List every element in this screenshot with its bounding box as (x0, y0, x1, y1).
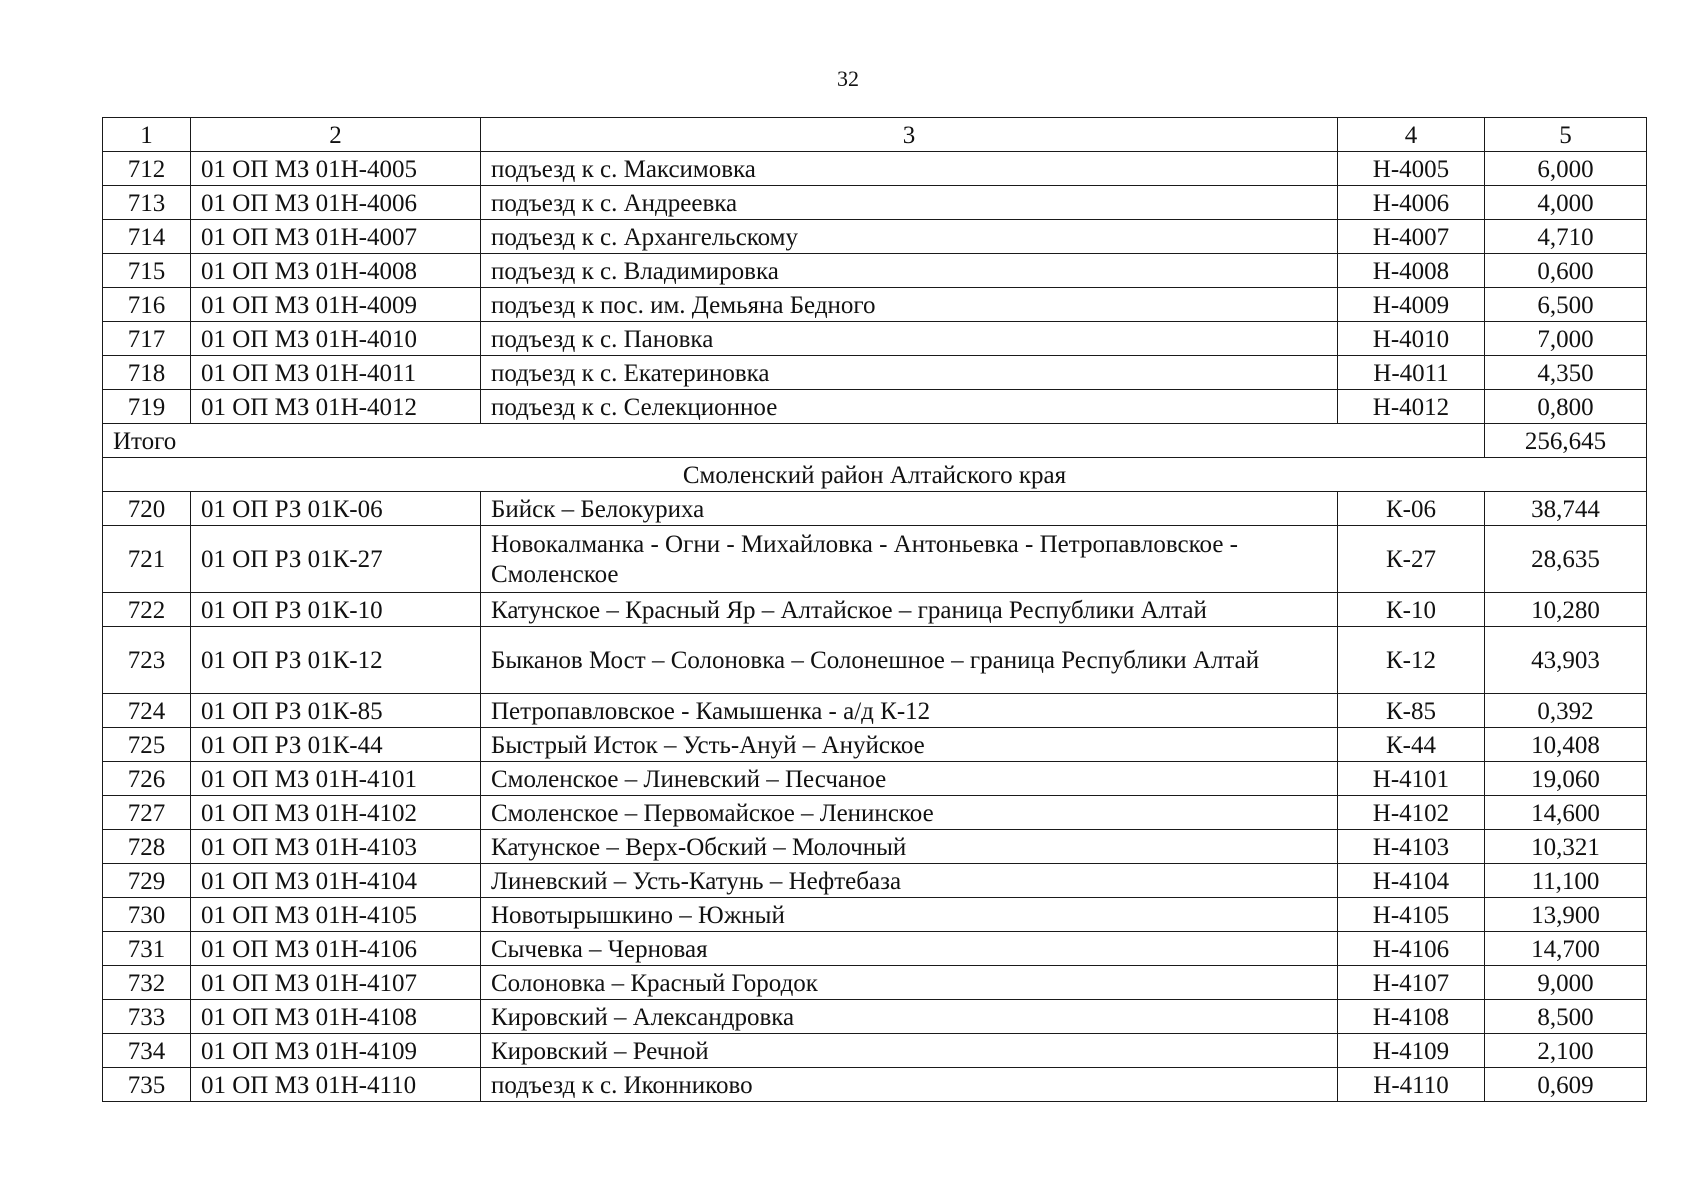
table-row (103, 830, 1647, 864)
road-length: 19,060 (1485, 762, 1647, 796)
road-id: 01 ОП МЗ 01Н-4107 (191, 966, 481, 1000)
road-id: 01 ОП РЗ 01К-85 (191, 694, 481, 728)
road-id: 01 ОП МЗ 01Н-4101 (191, 762, 481, 796)
road-length: 6,500 (1485, 288, 1647, 322)
road-id: 01 ОП МЗ 01Н-4005 (191, 152, 481, 186)
road-id: 01 ОП МЗ 01Н-4103 (191, 830, 481, 864)
road-id: 01 ОП МЗ 01Н-4008 (191, 254, 481, 288)
road-id: 01 ОП МЗ 01Н-4106 (191, 932, 481, 966)
road-length: 38,744 (1485, 492, 1647, 526)
road-code: Н-4012 (1338, 390, 1485, 424)
road-code: Н-4109 (1338, 1034, 1485, 1068)
table-row (103, 627, 1647, 694)
row-number: 723 (103, 627, 191, 694)
row-number: 712 (103, 152, 191, 186)
road-name: подъезд к с. Владимировка (481, 254, 1338, 288)
header-cell-1: 1 (103, 118, 191, 152)
road-code: К-12 (1338, 627, 1485, 694)
road-code: Н-4011 (1338, 356, 1485, 390)
road-length: 28,635 (1485, 526, 1647, 593)
row-number: 714 (103, 220, 191, 254)
road-code: Н-4107 (1338, 966, 1485, 1000)
road-code: Н-4009 (1338, 288, 1485, 322)
row-number: 721 (103, 526, 191, 593)
road-code: Н-4008 (1338, 254, 1485, 288)
road-length: 9,000 (1485, 966, 1647, 1000)
table-row (103, 526, 1647, 593)
road-name: Катунское – Верх-Обский – Молочный (481, 830, 1338, 864)
road-length: 43,903 (1485, 627, 1647, 694)
row-number: 735 (103, 1068, 191, 1102)
row-number: 732 (103, 966, 191, 1000)
road-id: 01 ОП МЗ 01Н-4104 (191, 864, 481, 898)
road-length: 0,392 (1485, 694, 1647, 728)
road-name: подъезд к с. Екатериновка (481, 356, 1338, 390)
road-code: Н-4108 (1338, 1000, 1485, 1034)
road-length: 2,100 (1485, 1034, 1647, 1068)
road-length: 0,609 (1485, 1068, 1647, 1102)
road-length: 10,321 (1485, 830, 1647, 864)
road-length: 4,350 (1485, 356, 1647, 390)
road-name: Быканов Мост – Солоновка – Солонешное – граница Республики Алтай (481, 627, 1338, 694)
road-code: Н-4006 (1338, 186, 1485, 220)
road-code: Н-4105 (1338, 898, 1485, 932)
table-row (103, 322, 1647, 356)
road-code: Н-4110 (1338, 1068, 1485, 1102)
table-row (103, 898, 1647, 932)
table-row (103, 694, 1647, 728)
table-row (103, 932, 1647, 966)
table-row (103, 1000, 1647, 1034)
road-name: подъезд к с. Архангельскому (481, 220, 1338, 254)
road-length: 6,000 (1485, 152, 1647, 186)
roads-table-body (103, 118, 1647, 1102)
row-number: 728 (103, 830, 191, 864)
road-id: 01 ОП РЗ 01К-10 (191, 593, 481, 627)
road-id: 01 ОП МЗ 01Н-4109 (191, 1034, 481, 1068)
row-number: 734 (103, 1034, 191, 1068)
road-code: Н-4101 (1338, 762, 1485, 796)
table-row (103, 186, 1647, 220)
road-length: 0,800 (1485, 390, 1647, 424)
row-number: 717 (103, 322, 191, 356)
road-length: 14,700 (1485, 932, 1647, 966)
road-id: 01 ОП МЗ 01Н-4006 (191, 186, 481, 220)
total-value: 256,645 (1485, 424, 1647, 458)
table-row (103, 492, 1647, 526)
table-row (103, 796, 1647, 830)
road-code: Н-4010 (1338, 322, 1485, 356)
road-id: 01 ОП МЗ 01Н-4010 (191, 322, 481, 356)
road-length: 8,500 (1485, 1000, 1647, 1034)
row-number: 719 (103, 390, 191, 424)
road-code: К-10 (1338, 593, 1485, 627)
road-length: 13,900 (1485, 898, 1647, 932)
road-name: Солоновка – Красный Городок (481, 966, 1338, 1000)
page-number: 32 (837, 66, 859, 91)
road-id: 01 ОП МЗ 01Н-4007 (191, 220, 481, 254)
road-id: 01 ОП РЗ 01К-06 (191, 492, 481, 526)
road-name: подъезд к с. Максимовка (481, 152, 1338, 186)
road-name: Быстрый Исток – Усть-Ануй – Ануйское (481, 728, 1338, 762)
table-row (103, 728, 1647, 762)
road-code: Н-4005 (1338, 152, 1485, 186)
table-row (103, 593, 1647, 627)
road-code: Н-4103 (1338, 830, 1485, 864)
district-row (103, 458, 1647, 492)
road-name: Петропавловское - Камышенка - а/д К-12 (481, 694, 1338, 728)
road-length: 0,600 (1485, 254, 1647, 288)
road-name: Новокалманка - Огни - Михайловка - Антоньевка - Петропавловское - Смоленское (481, 526, 1338, 593)
table-row (103, 1068, 1647, 1102)
row-number: 716 (103, 288, 191, 322)
road-length: 11,100 (1485, 864, 1647, 898)
total-row (103, 424, 1647, 458)
header-cell-5: 5 (1485, 118, 1647, 152)
road-name: Смоленское – Линевский – Песчаное (481, 762, 1338, 796)
header-row (103, 118, 1647, 152)
row-number: 713 (103, 186, 191, 220)
road-id: 01 ОП РЗ 01К-27 (191, 526, 481, 593)
road-length: 4,710 (1485, 220, 1647, 254)
row-number: 724 (103, 694, 191, 728)
table-row (103, 220, 1647, 254)
total-label: Итого (103, 424, 1485, 458)
road-id: 01 ОП МЗ 01Н-4108 (191, 1000, 481, 1034)
row-number: 720 (103, 492, 191, 526)
row-number: 725 (103, 728, 191, 762)
road-id: 01 ОП РЗ 01К-12 (191, 627, 481, 694)
row-number: 722 (103, 593, 191, 627)
table-row (103, 254, 1647, 288)
road-id: 01 ОП МЗ 01Н-4011 (191, 356, 481, 390)
road-length: 4,000 (1485, 186, 1647, 220)
road-length: 7,000 (1485, 322, 1647, 356)
header-cell-3: 3 (481, 118, 1338, 152)
table-row (103, 288, 1647, 322)
row-number: 718 (103, 356, 191, 390)
row-number: 733 (103, 1000, 191, 1034)
road-code: Н-4007 (1338, 220, 1485, 254)
table-row (103, 762, 1647, 796)
table-row (103, 390, 1647, 424)
table-row (103, 152, 1647, 186)
road-name: Бийск – Белокуриха (481, 492, 1338, 526)
road-id: 01 ОП МЗ 01Н-4009 (191, 288, 481, 322)
road-id: 01 ОП МЗ 01Н-4105 (191, 898, 481, 932)
road-name: Сычевка – Черновая (481, 932, 1338, 966)
road-name: Катунское – Красный Яр – Алтайское – граница Республики Алтай (481, 593, 1338, 627)
road-name: Линевский – Усть-Катунь – Нефтебаза (481, 864, 1338, 898)
road-id: 01 ОП РЗ 01К-44 (191, 728, 481, 762)
road-code: Н-4106 (1338, 932, 1485, 966)
row-number: 729 (103, 864, 191, 898)
row-number: 726 (103, 762, 191, 796)
road-name: подъезд к с. Андреевка (481, 186, 1338, 220)
road-length: 14,600 (1485, 796, 1647, 830)
road-name: Новотырышкино – Южный (481, 898, 1338, 932)
road-code: Н-4104 (1338, 864, 1485, 898)
district-heading: Смоленский район Алтайского края (103, 458, 1647, 492)
road-name: Кировский – Александровка (481, 1000, 1338, 1034)
road-name: подъезд к с. Пановка (481, 322, 1338, 356)
table-row (103, 356, 1647, 390)
road-id: 01 ОП МЗ 01Н-4012 (191, 390, 481, 424)
road-name: Кировский – Речной (481, 1034, 1338, 1068)
header-cell-4: 4 (1338, 118, 1485, 152)
road-id: 01 ОП МЗ 01Н-4102 (191, 796, 481, 830)
road-code: К-27 (1338, 526, 1485, 593)
road-name: подъезд к с. Селекционное (481, 390, 1338, 424)
road-name: подъезд к пос. им. Демьяна Бедного (481, 288, 1338, 322)
road-code: К-44 (1338, 728, 1485, 762)
roads-table (102, 117, 1647, 1102)
header-cell-2: 2 (191, 118, 481, 152)
row-number: 730 (103, 898, 191, 932)
row-number: 731 (103, 932, 191, 966)
row-number: 715 (103, 254, 191, 288)
road-code: К-06 (1338, 492, 1485, 526)
table-row (103, 864, 1647, 898)
row-number: 727 (103, 796, 191, 830)
road-id: 01 ОП МЗ 01Н-4110 (191, 1068, 481, 1102)
road-name: подъезд к с. Иконниково (481, 1068, 1338, 1102)
road-length: 10,280 (1485, 593, 1647, 627)
table-row (103, 966, 1647, 1000)
road-code: Н-4102 (1338, 796, 1485, 830)
road-length: 10,408 (1485, 728, 1647, 762)
road-code: К-85 (1338, 694, 1485, 728)
table-row (103, 1034, 1647, 1068)
road-name: Смоленское – Первомайское – Ленинское (481, 796, 1338, 830)
